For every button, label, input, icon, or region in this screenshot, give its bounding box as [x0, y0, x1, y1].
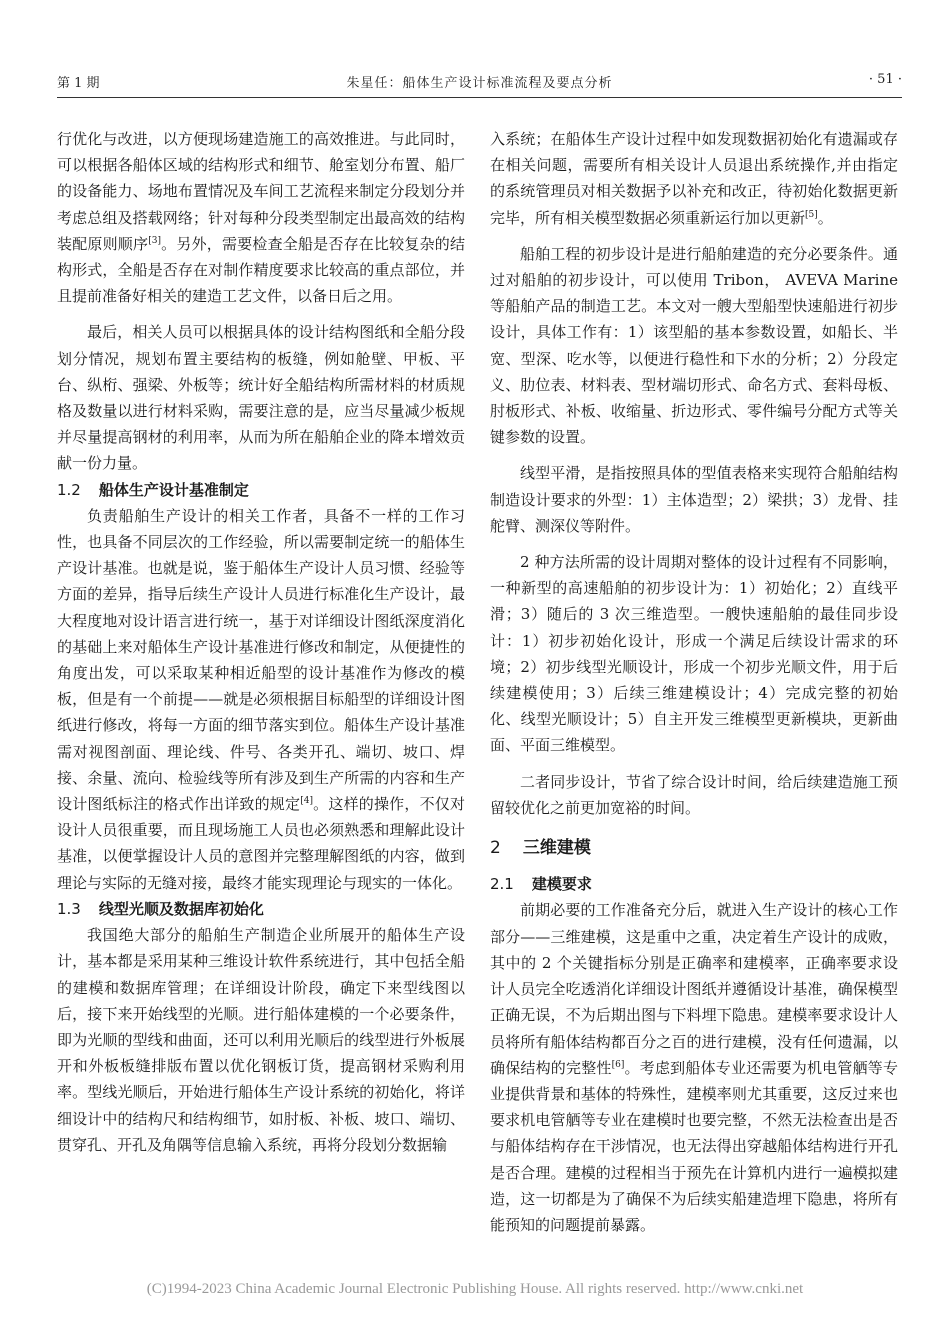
running-title: 朱星任：船体生产设计标准流程及要点分析 — [346, 76, 613, 91]
paragraph: 负责船舶生产设计的相关工作者，具备不一样的工作习性，也具备不同层次的工作经验，所以需要制定统一的船体生产设计基准。也就是说，鉴于船体生产设计人员习惯、经验等方面的差异，指导后续生产设计人员进行标准化生产设计，最大程度地对设计语言进行统一，基于对详细设计图纸深度消化的基础上来对船体生产设计基准进行修改和制定，从便捷性的角度出发，可以采取某种相近船型的设计基准作为修改的模板，但是有一个前提——就是必须根据目标船型的详细设计图纸进行修改，将每一方面的细节落实到位。船体生产设计基准需对视图剖面、理论线、件号、各类开孔、端切、坡口、焊接、余量、流向、检验线等所有涉及到生产所需的内容和生产设计图纸标注的格式作出详致的规定[4]。这样的操作，不仅对设计人员很重要，而且现场施工人员也必须熟悉和理解此设计基准，以便掌握设计人员的意图并完整理解图纸的内容，做到理论与实际的无缝对接，最终才能实现理论与现实的一体化。 — [57, 506, 465, 892]
paragraph: 我国绝大部分的船舶生产制造企业所展开的船体生产设计，基本都是采用某种三维设计软件系统进行，其中包括全船的建模和数据库管理；在详细设计阶段，确定下来型线图以后，接下来开始线型的光顺。进行船体建模的一个必要条件，即为光顺的型线和曲面，还可以利用光顺后的线型进行外板展开和外板板缝排版布置以优化钢板订货，提高钢材采购利用率。型线光顺后，开始进行船体生产设计系统的初始化，将详细设计中的结构尺和结构细节，如肘板、补板、坡口、端切、贯穿孔、开孔及角隅等信息输入系统，再将分段划分数据输 — [57, 926, 465, 1154]
section-heading-2: 2 三维建模 — [490, 838, 591, 859]
left-column — [57, 126, 465, 1158]
issue-number: 第 1 期 — [57, 76, 100, 91]
paragraph: 最后，相关人员可以根据具体的设计结构图纸和全船分段划分情况，规划布置主要结构的板缝，例如舱壁、甲板、平台、纵桁、强梁、外板等；统计好全船结构所需材料的材质规格及数量以进行材料采购，需要注意的是，应当尽量减少板规并尽量提高钢材的利用率，从而为所在船舶企业的降本增效贡献一份力量。 — [57, 323, 465, 473]
paragraph: 前期必要的工作准备充分后，就进入生产设计的核心工作部分——三维建模，这是重中之重，决定着生产设计的成败，其中的 2 个关键指标分别是正确率和建模率，正确率要求设计人员完全吃透消化详细设计图纸并遵循设计基准，确保模型正确无误，不为后期出图与下料埋下隐患。建模率要求设计人员将所有船体结构都百分之百的进行建模，没有任何遗漏，以确保结构的完整性[6]。考虑到船体专业还需要为机电管舾等专业提供背景和基体的特殊性，建模率则尤其重要，这反过来也要求机电管舾等专业在建模时也要完整，不然无法检查出是否与船体结构存在干涉情况，也无法得出穿越船体结构进行开孔是否合理。建模的过程相当于预先在计算机内进行一遍模拟建造，这一切都是为了确保不为后续实船建造埋下隐患，将所有能预知的问题提前暴露。 — [490, 901, 898, 1234]
right-column — [490, 126, 898, 1238]
citation: [3] — [148, 235, 161, 246]
paragraph: 线型平滑，是指按照具体的型值表格来实现符合船舶结构制造设计要求的外型：1）主体造型；2）梁拱；3）龙骨、挂舵臂、测深仪等附件。 — [490, 464, 898, 535]
paragraph: 入系统；在船体生产设计过程中如发现数据初始化有遗漏或存在相关问题，需要所有相关设计人员退出系统操作,并由指定的系统管理员对相关数据予以补充和改正，待初始化数据更新完毕，所有相关模型数据必须重新运行加以更新[5]。 — [490, 130, 898, 227]
paragraph: 行优化与改进，以方便现场建造施工的高效推进。与此同时，可以根据各船体区域的结构形式和细节、舱室划分布置、船厂的设备能力、场地布置情况及车间工艺流程来制定分段划分并考虑总组及搭载网络；针对每种分段类型制定出最高效的结构装配原则顺序[3]。另外，需要检查全船是否存在比较复杂的结构形式，全船是否存在对制作精度要求比较高的重点部位，并且提前准备好相关的建造工艺文件，以备日后之用。 — [57, 130, 465, 306]
header-rule — [57, 97, 902, 98]
citation: [5] — [805, 209, 818, 220]
paragraph: 2 种方法所需的设计周期对整体的设计过程有不同影响，一种新型的高速船舶的初步设计为：1）初始化；2）直线平滑；3）随后的 3 次三维造型。一艘快速船舶的最佳同步设计：1）初步初始化设计，形成一个满足后续设计需求的环境；2）初步线型光顺设计，形成一个初步光顺文件，用于后续建模使用；3）后续三维建模设计；4）完成完整的初始化、线型光顺设计；5）自主开发三维模型更新模块，更新曲面、平面三维模型。 — [490, 553, 898, 755]
section-heading-1-2: 1.2 船体生产设计基准制定 — [57, 480, 249, 499]
page-number: · 51 · — [868, 72, 902, 87]
citation: [6] — [611, 1059, 625, 1070]
running-header — [57, 72, 902, 92]
section-heading-1-3: 1.3 线型光顺及数据库初始化 — [57, 899, 264, 918]
citation: [4] — [300, 796, 313, 807]
section-heading-2-1: 2.1 建模要求 — [490, 875, 592, 894]
paragraph: 二者同步设计，节省了综合设计时间，给后续建造施工预留较优化之前更加宽裕的时间。 — [490, 772, 898, 817]
paragraph: 船舶工程的初步设计是进行船舶建造的充分必要条件。通过对船舶的初步设计，可以使用 Tribon， AVEVA Marine 等船舶产品的制造工艺。本文对一艘大型船型快速船进行初步设计，具体工作有：1）该型船的基本参数设置，如船长、半宽、型深、吃水等，以便进行稳性和下水的分析；2）分段定义、肋位表、材料表、型材端切形式、命名方式、套料母板、肘板形式、补板、收缩量、折边形式、零件编号分配方式等关键参数的设置。 — [490, 244, 898, 447]
copyright-footer: (C)1994-2023 China Academic Journal Electronic Publishing House. All rights reserved. http://www.cnki.net — [146, 1281, 804, 1297]
